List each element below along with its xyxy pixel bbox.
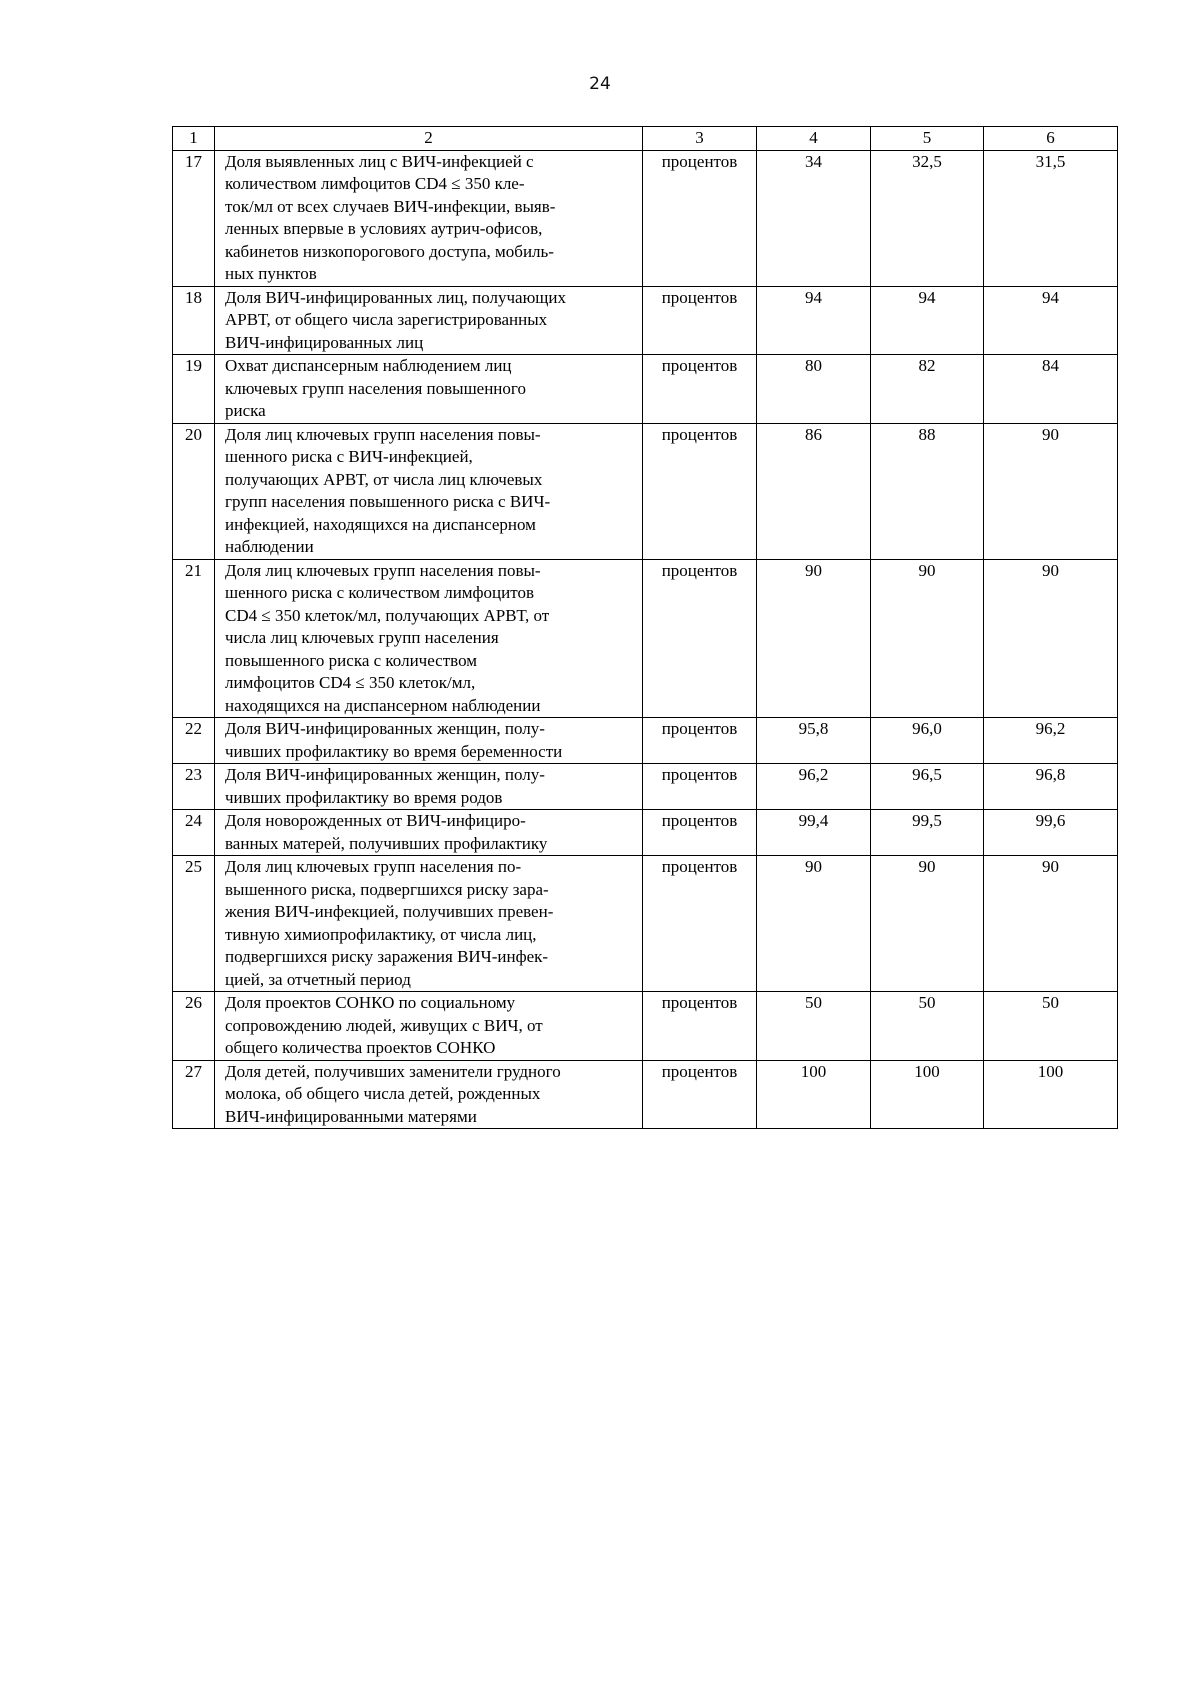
value-cell-col5: 100 <box>871 1060 984 1129</box>
value-cell-col5: 32,5 <box>871 150 984 286</box>
table-row <box>173 992 1118 1061</box>
table-row <box>173 718 1118 764</box>
indicator-name-line: Доля проектов СОНКО по социальному <box>225 993 516 1012</box>
indicator-name-line: Доля ВИЧ-инфицированных лиц, получающих <box>225 287 566 307</box>
indicator-name-cell <box>215 355 643 424</box>
header-cell-3: 3 <box>643 127 757 151</box>
indicator-name-line: повышенного риска с количеством <box>225 650 478 670</box>
indicator-name-line: шенного риска с количеством лимфоцитов <box>225 583 534 602</box>
row-number-cell: 27 <box>173 1060 215 1129</box>
value-cell-col6: 100 <box>984 1060 1118 1129</box>
value-cell-col4: 96,2 <box>757 764 871 810</box>
value-cell-col6: 94 <box>984 286 1118 355</box>
indicator-name-line: чивших профилактику во время беременности <box>225 741 563 761</box>
indicator-name-line: молока, об общего числа детей, рожденных <box>225 1084 541 1103</box>
indicator-name-line: ток/мл от всех случаев ВИЧ-инфекции, выяв- <box>225 196 556 216</box>
indicator-name-cell <box>215 856 643 992</box>
value-cell-col6: 90 <box>984 856 1118 992</box>
value-cell-col4: 90 <box>757 856 871 992</box>
value-cell-col6: 90 <box>984 423 1118 559</box>
header-cell-5: 5 <box>871 127 984 151</box>
indicator-name-line: лимфоцитов CD4 ≤ 350 клеток/мл, <box>225 673 476 692</box>
header-cell-6: 6 <box>984 127 1118 151</box>
unit-cell: процентов <box>643 559 757 718</box>
indicator-name-cell <box>215 992 643 1061</box>
value-cell-col6: 50 <box>984 992 1118 1061</box>
value-cell-col4: 34 <box>757 150 871 286</box>
indicator-name-line: чивших профилактику во время родов <box>225 787 503 807</box>
unit-cell: процентов <box>643 423 757 559</box>
indicator-name-cell <box>215 423 643 559</box>
indicator-name-line: шенного риска с ВИЧ-инфекцией, <box>225 447 473 466</box>
indicator-name-line: количеством лимфоцитов CD4 ≤ 350 кле- <box>225 174 525 193</box>
indicator-name-line: риска <box>225 401 266 420</box>
value-cell-col4: 100 <box>757 1060 871 1129</box>
unit-cell: процентов <box>643 856 757 992</box>
unit-cell: процентов <box>643 1060 757 1129</box>
indicator-name-cell <box>215 764 643 810</box>
value-cell-col4: 80 <box>757 355 871 424</box>
row-number-cell: 18 <box>173 286 215 355</box>
unit-cell: процентов <box>643 150 757 286</box>
indicator-name-line: CD4 ≤ 350 клеток/мл, получающих АРВТ, от <box>225 605 550 625</box>
indicator-name-line: ванных матерей, получивших профилактику <box>225 833 548 853</box>
value-cell-col4: 86 <box>757 423 871 559</box>
indicator-name-line: ВИЧ-инфицированными матерями <box>225 1106 477 1126</box>
indicator-name-line: Доля лиц ключевых групп населения по- <box>225 857 522 876</box>
row-number-cell: 21 <box>173 559 215 718</box>
indicator-name-line: ключевых групп населения повышенного <box>225 378 526 398</box>
indicator-name-line: инфекцией, находящихся на диспансерном <box>225 514 536 534</box>
indicator-name-line: Доля детей, получивших заменители грудного <box>225 1061 561 1081</box>
value-cell-col5: 90 <box>871 559 984 718</box>
unit-cell: процентов <box>643 286 757 355</box>
indicator-name-line: Доля лиц ключевых групп населения повы- <box>225 560 541 580</box>
indicator-name-line: общего количества проектов СОНКО <box>225 1038 496 1057</box>
indicator-name-line: Доля выявленных лиц с ВИЧ-инфекцией с <box>225 151 534 171</box>
indicator-name-line: вышенного риска, подвергшихся риску зара- <box>225 879 549 899</box>
value-cell-col4: 95,8 <box>757 718 871 764</box>
indicators-table <box>172 126 1118 1129</box>
indicator-name-line: Доля новорожденных от ВИЧ-инфициро- <box>225 811 526 830</box>
table-row <box>173 423 1118 559</box>
indicator-name-line: ных пунктов <box>225 264 317 283</box>
value-cell-col4: 94 <box>757 286 871 355</box>
row-number-cell: 23 <box>173 764 215 810</box>
value-cell-col5: 50 <box>871 992 984 1061</box>
table-row <box>173 559 1118 718</box>
table-header-row <box>173 127 1118 151</box>
indicator-name-cell <box>215 150 643 286</box>
row-number-cell: 25 <box>173 856 215 992</box>
indicator-name-line: находящихся на диспансерном наблюдении <box>225 695 541 715</box>
indicator-name-cell <box>215 559 643 718</box>
unit-cell: процентов <box>643 764 757 810</box>
row-number-cell: 24 <box>173 810 215 856</box>
row-number-cell: 22 <box>173 718 215 764</box>
row-number-cell: 17 <box>173 150 215 286</box>
indicator-name-cell <box>215 1060 643 1129</box>
indicator-name-line: жения ВИЧ-инфекцией, получивших превен- <box>225 902 554 921</box>
unit-cell: процентов <box>643 718 757 764</box>
indicator-name-line: подвергшихся риску заражения ВИЧ-инфек- <box>225 947 549 966</box>
row-number-cell: 20 <box>173 423 215 559</box>
indicator-name-line: ВИЧ-инфицированных лиц <box>225 332 424 352</box>
value-cell-col6: 96,8 <box>984 764 1118 810</box>
table-row <box>173 764 1118 810</box>
header-cell-4: 4 <box>757 127 871 151</box>
table-row <box>173 355 1118 424</box>
value-cell-col6: 96,2 <box>984 718 1118 764</box>
indicator-name-cell <box>215 286 643 355</box>
value-cell-col6: 99,6 <box>984 810 1118 856</box>
value-cell-col5: 82 <box>871 355 984 424</box>
value-cell-col6: 90 <box>984 559 1118 718</box>
value-cell-col5: 90 <box>871 856 984 992</box>
value-cell-col5: 94 <box>871 286 984 355</box>
indicator-name-line: Доля лиц ключевых групп населения повы- <box>225 424 541 444</box>
value-cell-col5: 99,5 <box>871 810 984 856</box>
value-cell-col4: 99,4 <box>757 810 871 856</box>
row-number-cell: 26 <box>173 992 215 1061</box>
indicator-name-line: Доля ВИЧ-инфицированных женщин, полу- <box>225 765 545 784</box>
indicator-name-line: Охват диспансерным наблюдением лиц <box>225 356 512 375</box>
indicator-name-line: числа лиц ключевых групп населения <box>225 628 499 647</box>
indicator-name-line: тивную химиопрофилактику, от числа лиц, <box>225 924 537 944</box>
indicator-name-line: Доля ВИЧ-инфицированных женщин, полу- <box>225 719 545 738</box>
value-cell-col5: 96,5 <box>871 764 984 810</box>
page-number: 24 <box>589 74 611 94</box>
unit-cell: процентов <box>643 355 757 424</box>
indicator-name-line: АРВТ, от общего числа зарегистрированных <box>225 310 548 329</box>
indicator-name-line: ленных впервые в условиях аутрич-офисов, <box>225 219 543 238</box>
table-row <box>173 810 1118 856</box>
indicator-name-line: цией, за отчетный период <box>225 969 411 989</box>
value-cell-col4: 90 <box>757 559 871 718</box>
header-cell-1: 1 <box>173 127 215 151</box>
table-row <box>173 1060 1118 1129</box>
table-row <box>173 856 1118 992</box>
unit-cell: процентов <box>643 992 757 1061</box>
indicator-name-line: групп населения повышенного риска с ВИЧ- <box>225 492 551 511</box>
row-number-cell: 19 <box>173 355 215 424</box>
indicator-name-line: кабинетов низкопорогового доступа, мобиль- <box>225 241 554 261</box>
value-cell-col5: 88 <box>871 423 984 559</box>
value-cell-col4: 50 <box>757 992 871 1061</box>
value-cell-col6: 84 <box>984 355 1118 424</box>
indicator-name-line: сопровождению людей, живущих с ВИЧ, от <box>225 1015 543 1035</box>
indicator-name-line: получающих АРВТ, от числа лиц ключевых <box>225 469 543 489</box>
value-cell-col5: 96,0 <box>871 718 984 764</box>
indicator-name-line: наблюдении <box>225 537 314 556</box>
table-row <box>173 286 1118 355</box>
value-cell-col6: 31,5 <box>984 150 1118 286</box>
indicator-name-cell <box>215 718 643 764</box>
indicator-name-cell <box>215 810 643 856</box>
table-row <box>173 150 1118 286</box>
header-cell-2: 2 <box>215 127 643 151</box>
unit-cell: процентов <box>643 810 757 856</box>
